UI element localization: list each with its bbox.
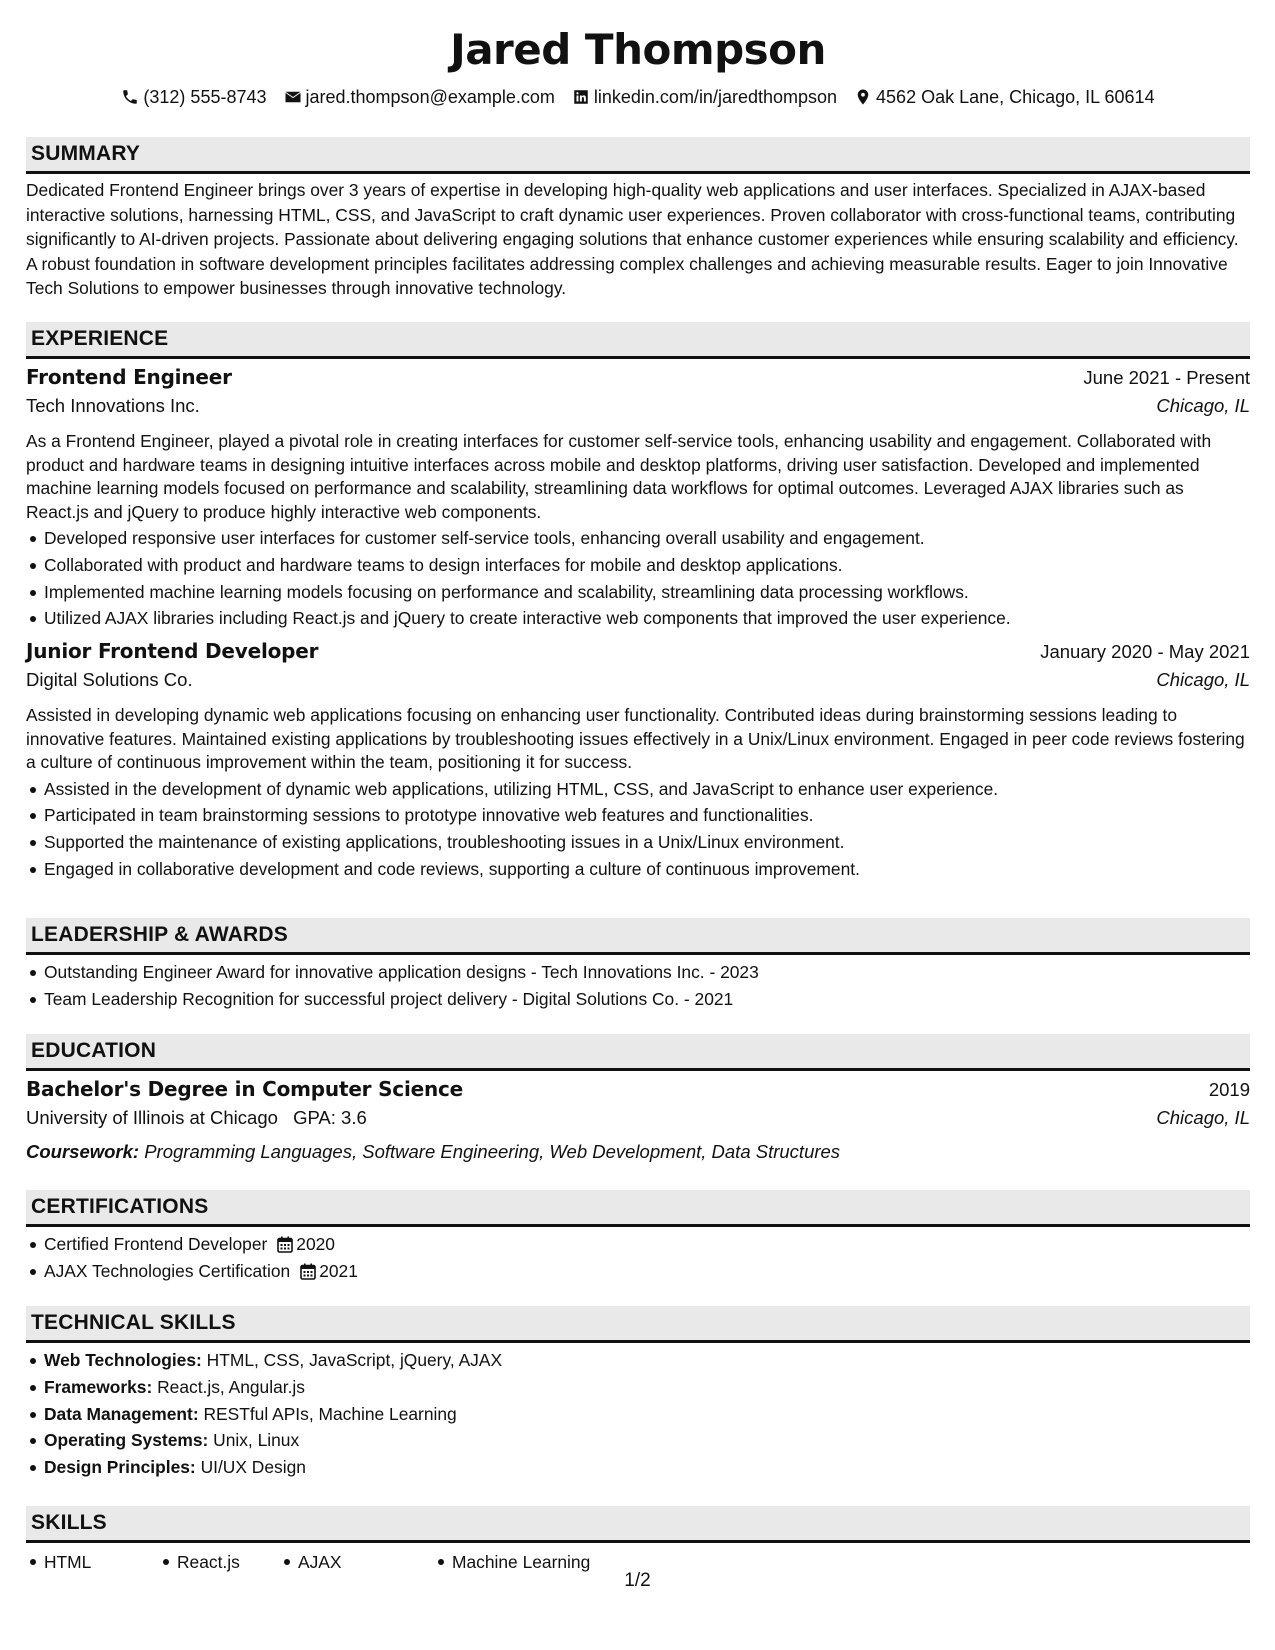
job-bullet: Assisted in the development of dynamic web applications, utilizing HTML, CSS, and JavaScript to enhance user experience.	[44, 776, 1250, 803]
job-entry	[26, 365, 1250, 632]
job-location: Chicago, IL	[1156, 669, 1250, 691]
summary-text: Dedicated Frontend Engineer brings over 3 years of expertise in developing high-quality web applications and user interfaces. Specialized in AJAX-based interactive solutions, harnessing HTML, CSS, and JavaScript to craft dynamic user experiences. Proven collaborator with cross-functional teams, contributing significantly to AI-driven projects. Passionate about delivering engaging solutions that enhance customer experiences while ensuring scalability and efficiency. A robust foundation in software development principles facilitates addressing complex challenges and achieving measurable results. Eager to join Innovative Tech Solutions to empower businesses through innovative technology.	[26, 180, 1239, 299]
contact-address	[854, 87, 1155, 108]
graduation-year: 2019	[1208, 1079, 1250, 1100]
contact-phone	[121, 87, 266, 108]
certification-name: AJAX Technologies Certification	[44, 1260, 291, 1281]
tech-skill-label: Design Principles:	[44, 1457, 196, 1478]
envelope-icon	[284, 88, 302, 106]
tech-skill-item	[44, 1401, 1250, 1428]
job-bullet: Collaborated with product and hardware teams to design interfaces for mobile and desktop applications.	[44, 552, 1250, 579]
skill-item: AJAX	[298, 1549, 452, 1575]
job-bullet: Engaged in collaborative development and code reviews, supporting a culture of continuous improvement.	[44, 856, 1250, 883]
contact-bar	[26, 84, 1250, 110]
section-heading-summary: SUMMARY	[26, 137, 1250, 174]
tech-skill-value: UI/UX Design	[200, 1457, 306, 1478]
job-dates: January 2020 - May 2021	[1040, 641, 1250, 663]
coursework-list: Programming Languages, Software Engineering, Web Development, Data Structures	[144, 1141, 841, 1162]
address-text: 4562 Oak Lane, Chicago, IL 60614	[876, 86, 1155, 107]
skills-section	[26, 1506, 1250, 1575]
certification-name: Certified Frontend Developer	[44, 1234, 268, 1254]
job-description: As a Frontend Engineer, played a pivotal role in creating interfaces for customer self-service tools, enhancing usability and engagement. Collaborated with product and hardware teams in designing intuitive interfaces across mobile and desktop platforms, driving user satisfaction. Developed and implemented machine learning models focused on performance and scalability, streamlining data workflows for optimal outcomes. Leveraged AJAX libraries such as React.js and jQuery to produce highly interactive web components.	[26, 431, 1212, 522]
tech-skill-item	[44, 1347, 1250, 1374]
contact-linkedin[interactable]	[572, 87, 837, 108]
tech-skill-label: Data Management:	[44, 1403, 199, 1424]
page-number: 1/2	[624, 1570, 651, 1591]
job-entry	[26, 639, 1250, 883]
job-title: Frontend Engineer	[26, 365, 232, 389]
skill-item: Machine Learning	[452, 1549, 590, 1575]
job-company: Tech Innovations Inc.	[26, 395, 200, 416]
leadership-section	[26, 918, 1250, 1013]
skill-item: React.js	[177, 1549, 298, 1575]
award-item: Outstanding Engineer Award for innovative application designs - Tech Innovations Inc. - 2023	[44, 959, 1250, 986]
job-location: Chicago, IL	[1156, 395, 1250, 416]
gpa: GPA: 3.6	[293, 1107, 367, 1128]
calendar-icon	[300, 1263, 316, 1280]
section-heading-leadership: LEADERSHIP & AWARDS	[26, 918, 1250, 955]
job-dates: June 2021 - Present	[1083, 367, 1250, 388]
map-pin-icon	[854, 88, 872, 106]
resume-page	[26, 0, 1250, 1572]
certification-item	[44, 1258, 1250, 1285]
job-bullet: Developed responsive user interfaces for customer self-service tools, enhancing overall usability and engagement.	[44, 525, 1250, 552]
technical-skills-section	[26, 1306, 1250, 1481]
tech-skill-label: Web Technologies:	[44, 1350, 202, 1370]
education-section	[26, 1034, 1250, 1167]
certification-item	[44, 1231, 1250, 1258]
school-location: Chicago, IL	[1156, 1107, 1250, 1128]
tech-skill-item	[44, 1454, 1250, 1481]
job-bullet: Participated in team brainstorming sessions to prototype innovative web features and functionalities.	[44, 802, 1250, 829]
contact-email[interactable]	[284, 87, 555, 108]
section-heading-certifications: CERTIFICATIONS	[26, 1190, 1250, 1227]
experience-section	[26, 322, 1250, 883]
tech-skill-item	[44, 1427, 1250, 1454]
skill-item: HTML	[44, 1549, 177, 1575]
candidate-name: Jared Thompson	[450, 25, 826, 74]
coursework-label: Coursework:	[26, 1141, 140, 1162]
degree: Bachelor's Degree in Computer Science	[26, 1077, 464, 1101]
job-bullet: Utilized AJAX libraries including React.js and jQuery to create interactive web components that improved the user experience.	[44, 605, 1250, 632]
summary-section	[26, 137, 1250, 301]
section-heading-technical-skills: TECHNICAL SKILLS	[26, 1306, 1250, 1343]
job-company: Digital Solutions Co.	[26, 669, 193, 691]
section-heading-education: EDUCATION	[26, 1034, 1250, 1071]
tech-skill-label: Operating Systems:	[44, 1430, 209, 1451]
certification-year: 2021	[319, 1260, 358, 1281]
coursework	[26, 1137, 1250, 1167]
tech-skill-value: HTML, CSS, JavaScript, jQuery, AJAX	[206, 1350, 503, 1370]
email-text[interactable]: jared.thompson@example.com	[305, 86, 555, 107]
section-heading-skills: SKILLS	[26, 1506, 1250, 1543]
tech-skill-item	[44, 1374, 1250, 1401]
calendar-icon	[277, 1236, 293, 1253]
school-name: University of Illinois at Chicago	[26, 1107, 278, 1128]
section-heading-experience: EXPERIENCE	[26, 322, 1250, 359]
linkedin-text[interactable]: linkedin.com/in/jaredthompson	[593, 86, 838, 107]
job-description: Assisted in developing dynamic web applications focusing on enhancing user functionality. Contributed ideas during brainstorming sessions leading to innovative features. Maintained existing applications by troubleshooting issues effectively in a Unix/Linux environment. Engaged in peer code reviews fostering a culture of continuous improvement within the team, positioning it for success.	[26, 705, 1245, 773]
certifications-section	[26, 1190, 1250, 1285]
linkedin-icon	[572, 88, 590, 106]
job-bullet: Implemented machine learning models focusing on performance and scalability, streamlining data processing workflows.	[44, 579, 1250, 606]
tech-skill-label: Frameworks:	[44, 1376, 153, 1397]
job-title: Junior Frontend Developer	[26, 639, 319, 664]
phone-text: (312) 555-8743	[143, 86, 267, 107]
tech-skill-value: React.js, Angular.js	[157, 1376, 305, 1397]
tech-skill-value: Unix, Linux	[213, 1430, 300, 1451]
certification-year: 2020	[296, 1234, 335, 1254]
award-item: Team Leadership Recognition for successful project delivery - Digital Solutions Co. - 2021	[44, 986, 1250, 1013]
tech-skill-value: RESTful APIs, Machine Learning	[203, 1403, 457, 1424]
job-bullet: Supported the maintenance of existing applications, troubleshooting issues in a Unix/Linux environment.	[44, 829, 1250, 856]
phone-icon	[121, 88, 139, 106]
